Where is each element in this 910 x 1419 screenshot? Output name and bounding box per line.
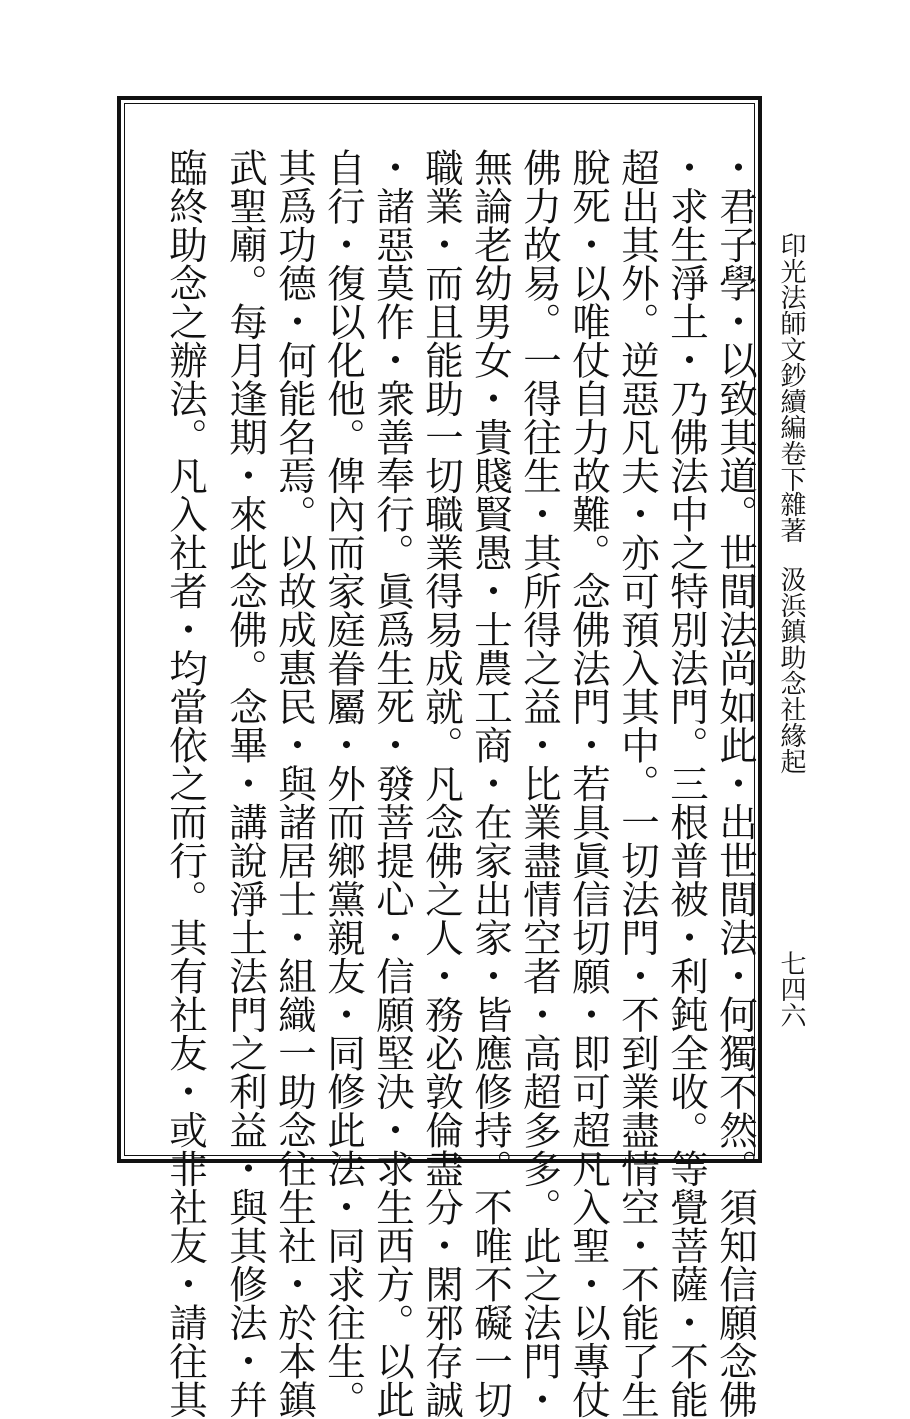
- text-column: 職業・而且能助一切職業得易成就。凡念佛之人・務必敦倫盡分・閑邪存誠: [419, 148, 464, 1419]
- text-column: ・求生淨土・乃佛法中之特別法門。三根普被・利鈍全收。等覺菩薩・不能: [664, 148, 709, 1419]
- text-column: 自行・復以化他。俾內而家庭眷屬・外而鄉黨親友・同修此法・同求往生。: [321, 148, 366, 1419]
- text-column: 脫死・以唯仗自力故難。念佛法門・若具眞信切願・即可超凡入聖・以專仗: [566, 148, 611, 1419]
- text-column: 其爲功德・何能名焉。以故成惠民・與諸居士・組織一助念往生社・於本鎮: [272, 148, 317, 1419]
- text-column: ・君子學・以致其道。世間法尚如此・出世間法・何獨不然。須知信願念佛: [713, 148, 758, 1419]
- text-column: 武聖廟。每月逢期・來此念佛。念畢・講說淨土法門之利益・與其修法・幷: [223, 148, 268, 1419]
- text-column: ・諸惡莫作・衆善奉行。眞爲生死・發菩提心・信願堅決・求生西方。以此: [370, 148, 415, 1419]
- page-number: 七四六: [776, 950, 806, 1028]
- text-column: 超出其外。逆惡凡夫・亦可預入其中。一切法門・不到業盡情空・不能了生: [615, 148, 660, 1419]
- book-title: 印光法師文鈔續編卷下: [776, 232, 806, 492]
- section-label: 雜著: [776, 491, 806, 543]
- article-title: 汲浜鎮助念社緣起: [776, 566, 806, 774]
- text-column: 佛力故易。一得往生・其所得之益・比業盡情空者・高超多多。此之法門・: [517, 148, 562, 1419]
- text-column: 臨終助念之辦法。凡入社者・均當依之而行。其有社友・或非社友・請往其: [163, 148, 208, 1419]
- text-column: 無論老幼男女・貴賤賢愚・士農工商・在家出家・皆應修持。不唯不礙一切: [468, 148, 513, 1419]
